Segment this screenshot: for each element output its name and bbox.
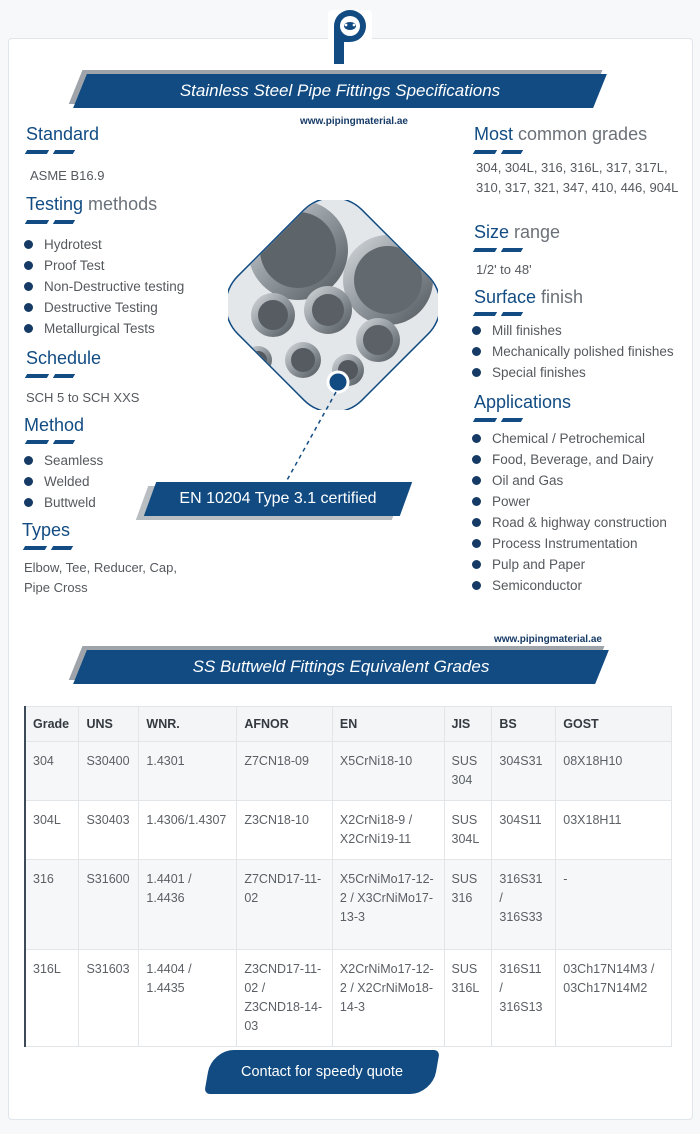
- table-cell: X5CrNi18‐10: [332, 742, 444, 801]
- list-item: Welded: [24, 471, 103, 492]
- list-item: Special finishes: [472, 362, 674, 383]
- heading-underline: [24, 546, 76, 551]
- applications-list: [472, 428, 667, 596]
- heading-underline: [474, 312, 526, 317]
- table-cell: 03X18H11: [556, 801, 672, 860]
- certified-text: EN 10204 Type 3.1 certified: [179, 490, 377, 507]
- table-cell: SUS 316: [444, 860, 492, 950]
- table-cell: 304L: [25, 801, 79, 860]
- table-cell: X5CrNiMo17‐12‐2 / X3CrNiMo17‐13‐3: [332, 860, 444, 950]
- website-link[interactable]: www.pipingmaterial.ae: [300, 116, 408, 127]
- table-cell: 1.4404 / 1.4435: [139, 950, 237, 1047]
- table-cell: 1.4301: [139, 742, 237, 801]
- list-item: Mill finishes: [472, 320, 674, 341]
- standard-value: ASME B16.9: [30, 168, 105, 183]
- table-cell: 1.4306/1.4307: [139, 801, 237, 860]
- column-header: WNR.: [139, 707, 237, 742]
- table-row: [25, 742, 672, 801]
- table-cell: S30403: [79, 801, 139, 860]
- table-cell: S30400: [79, 742, 139, 801]
- table-cell: 316S11 / 316S13: [492, 950, 556, 1047]
- table-cell: S31600: [79, 860, 139, 950]
- types-heading: Types: [22, 520, 71, 540]
- heading-underline: [26, 374, 78, 379]
- table-cell: Z7CN18‐09: [237, 742, 333, 801]
- column-header: AFNOR: [237, 707, 333, 742]
- table-cell: 1.4401 / 1.4436: [139, 860, 237, 950]
- list-item: Seamless: [24, 450, 103, 471]
- schedule-value: SCH 5 to SCH XXS: [26, 390, 140, 405]
- list-item: Non-Destructive testing: [24, 276, 184, 297]
- table-cell: 03Ch17N14M3 / 03Ch17N14M2: [556, 950, 672, 1047]
- heading-underline: [26, 150, 78, 155]
- column-header: UNS: [79, 707, 139, 742]
- table-cell: Z3CN18‐10: [237, 801, 333, 860]
- table-cell: Z3CND17‐11‐02 / Z3CND18‐14‐03: [237, 950, 333, 1047]
- standard-heading: Standard: [26, 124, 100, 144]
- size-value: 1/2' to 48': [476, 262, 532, 277]
- list-item: Metallurgical Tests: [24, 318, 184, 339]
- table-cell: 304S31: [492, 742, 556, 801]
- grades-banner-title: SS Buttweld Fittings Equivalent Grades: [192, 657, 490, 676]
- heading-underline: [26, 220, 78, 225]
- column-header: BS: [492, 707, 556, 742]
- column-header: Grade: [25, 707, 79, 742]
- contact-quote-label[interactable]: Contact for speedy quote: [240, 1064, 404, 1080]
- testing-heading: Testing methods: [26, 194, 158, 214]
- column-header: JIS: [444, 707, 492, 742]
- table-row: [25, 860, 672, 950]
- list-item: Proof Test: [24, 255, 184, 276]
- table-row: [25, 801, 672, 860]
- types-value: Elbow, Tee, Reducer, Cap, Pipe Cross: [24, 560, 177, 595]
- table-cell: Z7CND17‐11‐02: [237, 860, 333, 950]
- heading-underline: [474, 150, 526, 155]
- table-cell: SUS 316L: [444, 950, 492, 1047]
- specs-banner-title: Stainless Steel Pipe Fittings Specifications: [179, 81, 501, 100]
- list-item: Buttweld: [24, 492, 103, 513]
- table-cell: 08X18H10: [556, 742, 672, 801]
- applications-heading: Applications: [474, 392, 572, 412]
- connector-dashed-line: [280, 390, 340, 485]
- testing-list: [24, 234, 184, 339]
- table-cell: SUS 304L: [444, 801, 492, 860]
- list-item: Process Instrumentation: [472, 533, 667, 554]
- heading-underline: [474, 248, 526, 253]
- website-link[interactable]: www.pipingmaterial.ae: [494, 634, 602, 645]
- table-header-row: [25, 707, 672, 742]
- contact-quote-button[interactable]: [208, 1050, 436, 1094]
- column-header: GOST: [556, 707, 672, 742]
- list-item: Oil and Gas: [472, 470, 667, 491]
- pm-logo-icon[interactable]: [324, 8, 376, 66]
- pipe-fittings-photo: [228, 200, 438, 410]
- table-cell: 304: [25, 742, 79, 801]
- grades-value: 304, 304L, 316, 316L, 317, 317L, 310, 317, 321, 347, 410, 446, 904L: [476, 160, 679, 195]
- specs-banner: [80, 74, 600, 108]
- list-item: Hydrotest: [24, 234, 184, 255]
- table-cell: X2CrNiMo17‐12‐2 / X2CrNiMo18‐14‐3: [332, 950, 444, 1047]
- certified-badge: [150, 482, 406, 516]
- column-header: EN: [332, 707, 444, 742]
- heading-underline: [474, 418, 526, 423]
- method-list: [24, 450, 103, 513]
- surface-heading: Surface finish: [474, 287, 584, 307]
- grades-heading: Most common grades: [474, 124, 648, 144]
- list-item: Semiconductor: [472, 575, 667, 596]
- grades-banner: [80, 650, 602, 684]
- table-cell: 304S11: [492, 801, 556, 860]
- list-item: Pulp and Paper: [472, 554, 667, 575]
- list-item: Destructive Testing: [24, 297, 184, 318]
- list-item: Power: [472, 491, 667, 512]
- table-cell: -: [556, 860, 672, 950]
- table-cell: X2CrNi18‐9 / X2CrNi19‐11: [332, 801, 444, 860]
- surface-list: [472, 320, 674, 383]
- method-heading: Method: [24, 415, 85, 435]
- schedule-heading: Schedule: [26, 348, 102, 368]
- list-item: Road & highway construction: [472, 512, 667, 533]
- heading-underline: [26, 440, 78, 445]
- size-heading: Size range: [474, 222, 561, 242]
- list-item: Food, Beverage, and Dairy: [472, 449, 667, 470]
- table-cell: 316L: [25, 950, 79, 1047]
- table-cell: S31603: [79, 950, 139, 1047]
- table-cell: SUS 304: [444, 742, 492, 801]
- table-row: [25, 950, 672, 1047]
- list-item: Mechanically polished finishes: [472, 341, 674, 362]
- equivalent-grades-table: [24, 706, 672, 1047]
- table-cell: 316S31 / 316S33: [492, 860, 556, 950]
- list-item: Chemical / Petrochemical: [472, 428, 667, 449]
- table-cell: 316: [25, 860, 79, 950]
